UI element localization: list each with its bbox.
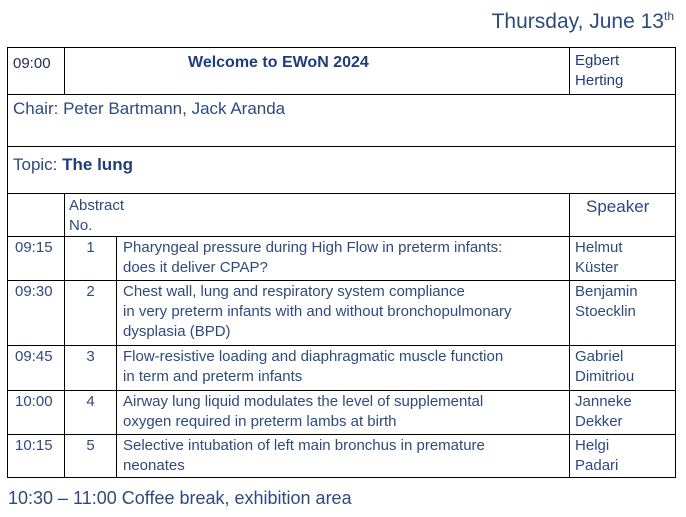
speaker-last-name: Stoecklin xyxy=(575,303,636,320)
session-speaker xyxy=(570,435,676,478)
topic-row xyxy=(8,147,676,194)
session-number: 1 xyxy=(65,237,117,281)
session-speaker xyxy=(570,346,676,391)
session-title-line: Chest wall, lung and respiratory system compliance xyxy=(123,283,465,300)
session-title-line: dysplasia (BPD) xyxy=(123,323,231,340)
time-header xyxy=(8,194,65,237)
session-row xyxy=(8,435,676,478)
session-title-line: Airway lung liquid modulates the level of supplemental xyxy=(123,393,484,410)
welcome-row xyxy=(8,48,676,95)
day-heading xyxy=(492,9,674,34)
speaker-first-name: Helgi xyxy=(575,437,610,454)
session-row xyxy=(8,391,676,435)
session-title-line: does it deliver CPAP? xyxy=(123,259,268,276)
speaker-first-name: Benjamin xyxy=(575,283,638,300)
welcome-title: Welcome to EWoN 2024 xyxy=(65,48,570,95)
session-row xyxy=(8,346,676,391)
session-title xyxy=(117,281,570,346)
speaker-last-name: Küster xyxy=(575,259,619,276)
welcome-speaker-first: Egbert xyxy=(575,52,620,69)
session-time: 09:15 xyxy=(8,237,65,281)
speaker-last-name: Dimitriou xyxy=(575,368,635,385)
session-title xyxy=(117,391,570,435)
welcome-time: 09:00 xyxy=(8,48,65,95)
speaker-first-name: Gabriel xyxy=(575,348,624,365)
speaker-first-name: Janneke xyxy=(575,393,632,410)
program-table xyxy=(7,47,676,478)
session-time: 09:30 xyxy=(8,281,65,346)
speaker-header: Speaker xyxy=(570,194,676,237)
session-title xyxy=(117,435,570,478)
session-number: 2 xyxy=(65,281,117,346)
session-title-line: Flow-resistive loading and diaphragmatic muscle function xyxy=(123,348,504,365)
session-number: 3 xyxy=(65,346,117,391)
chair-row xyxy=(8,95,676,147)
chair-text: Chair: Peter Bartmann, Jack Aranda xyxy=(8,95,676,147)
session-title xyxy=(117,346,570,391)
speaker-first-name: Helmut xyxy=(575,239,623,256)
session-speaker xyxy=(570,391,676,435)
session-title-line: in term and preterm infants xyxy=(123,368,303,385)
day-text: Thursday, June 13 xyxy=(491,10,664,33)
topic-cell xyxy=(8,147,676,194)
session-row xyxy=(8,237,676,281)
abstract-header xyxy=(65,194,570,237)
session-title-line: in very preterm infants with and without bronchopulmonary xyxy=(123,303,512,320)
welcome-speaker-last: Herting xyxy=(575,72,624,89)
topic-value: The lung xyxy=(62,155,133,174)
welcome-speaker xyxy=(570,48,676,95)
session-title-line: Selective intubation of left main bronchus in premature xyxy=(123,437,485,454)
abstract-header-line1: Abstract xyxy=(69,197,125,214)
session-row xyxy=(8,281,676,346)
coffee-break-note: 10:30 – 11:00 Coffee break, exhibition area xyxy=(8,488,352,508)
topic-label: Topic: xyxy=(13,155,63,174)
session-title xyxy=(117,237,570,281)
speaker-last-name: Padari xyxy=(575,457,619,474)
session-number: 5 xyxy=(65,435,117,478)
session-speaker xyxy=(570,237,676,281)
session-time: 10:00 xyxy=(8,391,65,435)
column-header-row xyxy=(8,194,676,237)
speaker-last-name: Dekker xyxy=(575,413,623,430)
session-speaker xyxy=(570,281,676,346)
session-time: 09:45 xyxy=(8,346,65,391)
session-title-line: oxygen required in preterm lambs at birth xyxy=(123,413,397,430)
abstract-header-line2: No. xyxy=(69,217,93,234)
day-suffix: th xyxy=(663,9,674,23)
session-number: 4 xyxy=(65,391,117,435)
session-time: 10:15 xyxy=(8,435,65,478)
session-title-line: neonates xyxy=(123,457,185,474)
session-title-line: Pharyngeal pressure during High Flow in preterm infants: xyxy=(123,239,503,256)
